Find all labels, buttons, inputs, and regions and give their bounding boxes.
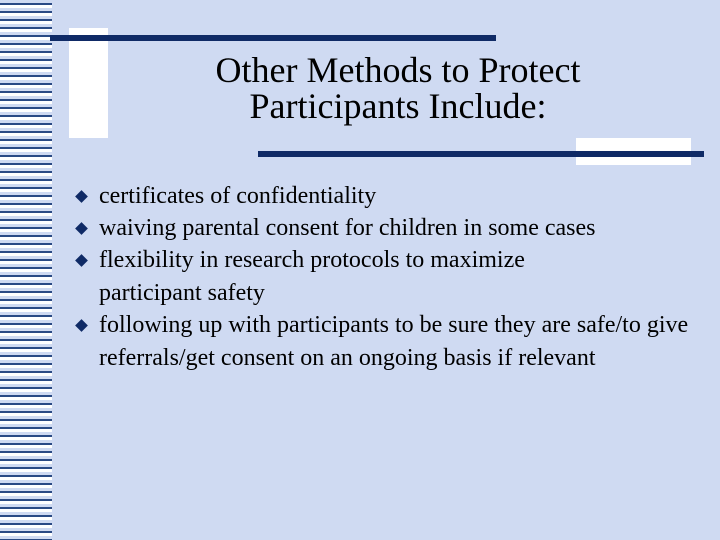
slide-title-line-2: Participants Include: [249, 86, 547, 126]
top-divider-line [50, 35, 496, 41]
bullet-text: flexibility in research protocols to maximize participant safety [99, 247, 525, 306]
diamond-bullet-icon [75, 254, 88, 267]
slide-title [148, 52, 648, 124]
slide-title-line-1: Other Methods to Protect [215, 50, 581, 90]
bullet-text: certificates of confidentiality [99, 183, 377, 209]
title-accent-block [69, 28, 108, 138]
bullet-item [70, 212, 700, 245]
left-stripe-decoration [0, 0, 52, 540]
middle-divider-line [258, 151, 704, 157]
bullet-item [70, 180, 700, 213]
bullet-text: following up with participants to be sure they are safe/to give referrals/get consent on an ongoing basis if relevant [99, 312, 689, 371]
bullet-text: waiving parental consent for children in some cases [99, 215, 596, 241]
bullet-item [70, 244, 629, 310]
bullet-list [70, 180, 700, 374]
diamond-bullet-icon [75, 190, 88, 203]
diamond-bullet-icon [75, 222, 88, 235]
bullet-item [70, 309, 689, 375]
diamond-bullet-icon [75, 319, 88, 332]
